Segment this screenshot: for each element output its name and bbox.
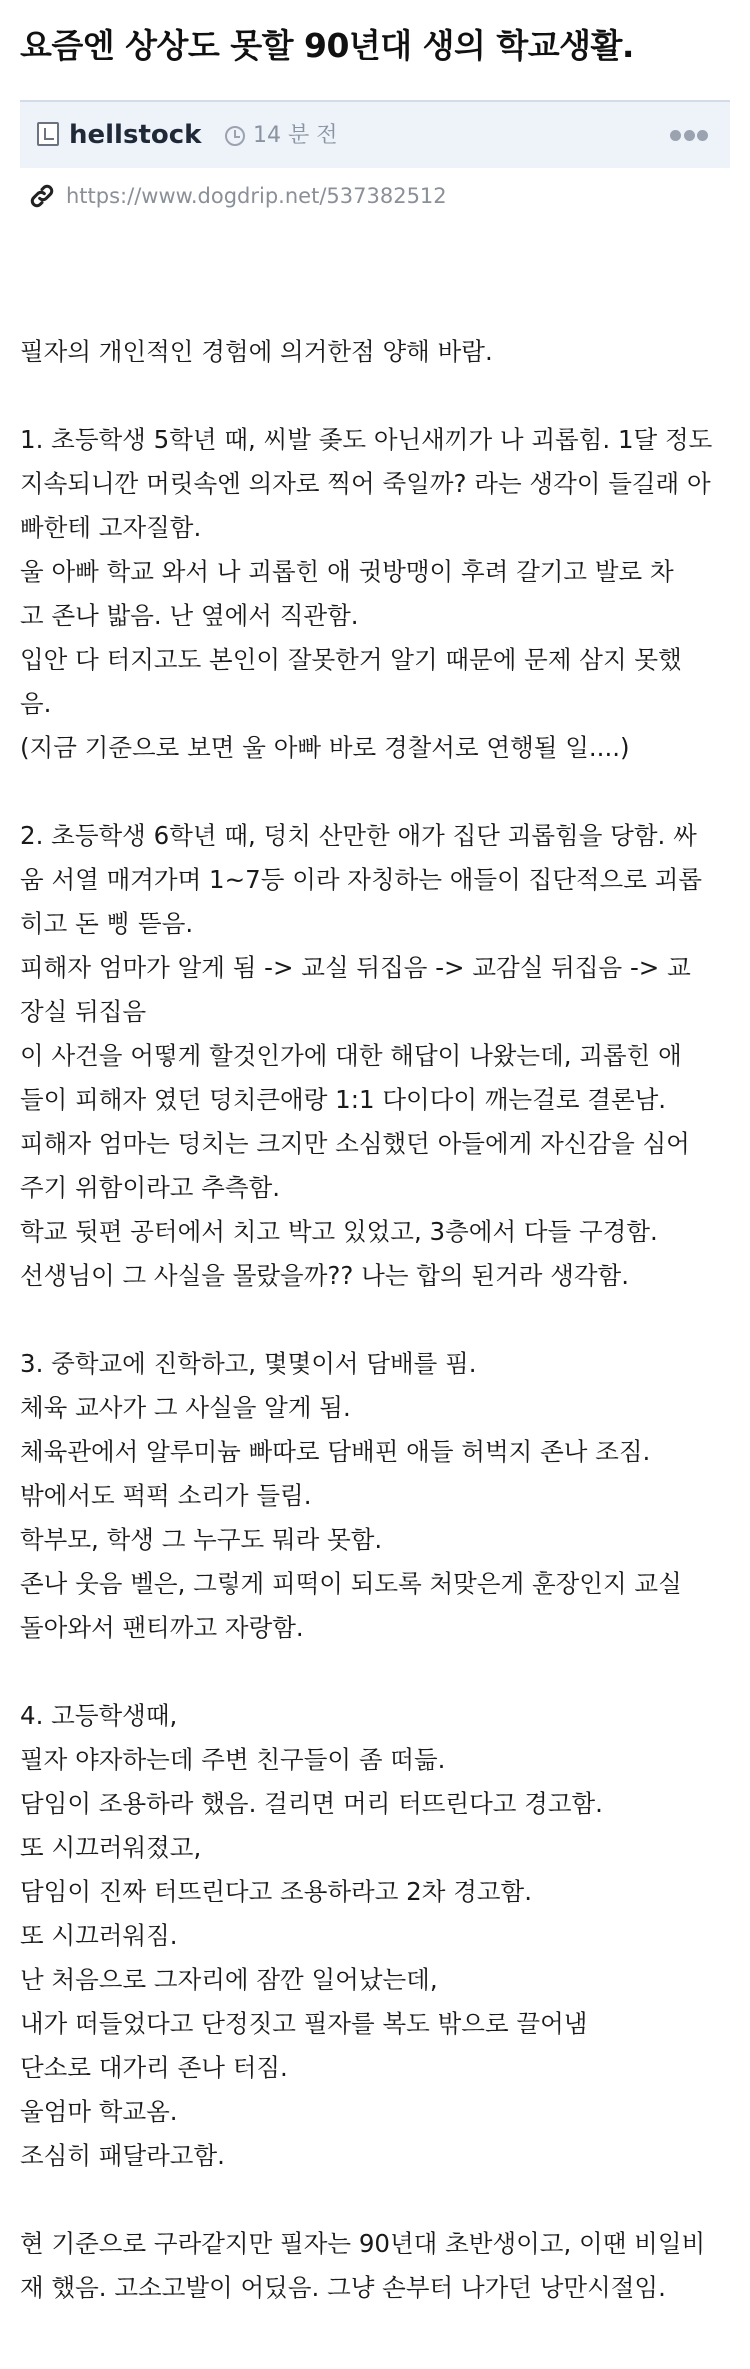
body-line: 또 시끄러워졌고, [20, 1833, 202, 1862]
blank-line [20, 1650, 732, 1694]
body-line: 이 사건을 어떻게 할것인가에 대한 해답이 나왔는데, 괴롭힌 애 [20, 1041, 682, 1070]
user-level-icon [37, 122, 59, 146]
body-line: 음. [20, 689, 52, 718]
body-line: 밖에서도 퍽퍽 소리가 들림. [20, 1481, 312, 1510]
body-line: 체육 교사가 그 사실을 알게 됨. [20, 1393, 351, 1422]
post-url[interactable]: https://www.dogdrip.net/537382512 [66, 184, 447, 208]
body-line: 들이 피해자 였던 덩치큰애랑 1:1 다이다이 깨는걸로 결론남. [20, 1085, 667, 1114]
blank-line [20, 374, 732, 418]
body-line: 2. 초등학생 6학년 때, 덩치 산만한 애가 집단 괴롭힘을 당함. 싸 [20, 821, 697, 850]
body-line: 피해자 엄마가 알게 됨 -> 교실 뒤집음 -> 교감실 뒤집음 -> 교 [20, 953, 691, 982]
clock-icon [225, 126, 245, 146]
body-line: 체육관에서 알루미늄 빠따로 담배핀 애들 허벅지 존나 조짐. [20, 1437, 651, 1466]
body-line: 울 아빠 학교 와서 나 괴롭힌 애 귓방맹이 후려 갈기고 발로 차 [20, 557, 674, 586]
body-line: 지속되니깐 머릿속엔 의자로 찍어 죽일까? 라는 생각이 들길래 아 [20, 469, 711, 498]
body-line: 울엄마 학교옴. [20, 2097, 178, 2126]
body-line: (지금 기준으로 보면 울 아빠 바로 경찰서로 연행될 일....) [20, 733, 630, 762]
blank-line [20, 1298, 732, 1342]
author-name[interactable]: hellstock [69, 120, 202, 150]
body-line: 현 기준으로 구라같지만 필자는 90년대 초반생이고, 이땐 비일비 [20, 2229, 706, 2258]
body-line: 난 처음으로 그자리에 잠깐 일어났는데, [20, 1965, 438, 1994]
body-line: 장실 뒤집음 [20, 997, 147, 1026]
post-body [20, 330, 732, 2310]
body-line: 빠한테 고자질함. [20, 513, 202, 542]
post-time: 14 분 전 [253, 123, 338, 148]
body-line: 학부모, 학생 그 누구도 뭐라 못함. [20, 1525, 383, 1554]
body-line: 재 했음. 고소고발이 어딨음. 그냥 손부터 나가던 낭만시절임. [20, 2273, 666, 2302]
body-line: 존나 웃음 벨은, 그렇게 피떡이 되도록 처맞은게 훈장인지 교실 [20, 1569, 682, 1598]
body-line: 담임이 진짜 터뜨린다고 조용하라고 2차 경고함. [20, 1877, 532, 1906]
blank-line [20, 2178, 732, 2222]
more-dots-icon[interactable] [670, 130, 708, 142]
body-line: 단소로 대가리 존나 터짐. [20, 2053, 288, 2082]
body-line: 3. 중학교에 진학하고, 몇몇이서 담배를 핌. [20, 1349, 477, 1378]
body-line: 고 존나 밟음. 난 옆에서 직관함. [20, 601, 359, 630]
body-line: 필자 야자하는데 주변 친구들이 좀 떠듦. [20, 1745, 446, 1774]
link-icon [28, 182, 56, 210]
body-line: 조심히 패달라고함. [20, 2141, 225, 2170]
body-line: 히고 돈 삥 뜯음. [20, 909, 194, 938]
body-line: 또 시끄러워짐. [20, 1921, 178, 1950]
body-line: 주기 위함이라고 추측함. [20, 1173, 281, 1202]
body-line: 담임이 조용하라 했음. 걸리면 머리 터뜨린다고 경고함. [20, 1789, 603, 1818]
body-line: 선생님이 그 사실을 몰랐을까?? 나는 합의 된거라 생각함. [20, 1261, 629, 1290]
body-line: 피해자 엄마는 덩치는 크지만 소심했던 아들에게 자신감을 심어 [20, 1129, 690, 1158]
body-line: 움 서열 매겨가며 1~7등 이라 자칭하는 애들이 집단적으로 괴롭 [20, 865, 703, 894]
post-title: 요즘엔 상상도 못할 90년대 생의 학교생활. [20, 26, 634, 65]
body-line: 입안 다 터지고도 본인이 잘못한거 알기 때문에 문제 삼지 못했 [20, 645, 682, 674]
blank-line [20, 770, 732, 814]
body-line: 내가 떠들었다고 단정짓고 필자를 복도 밖으로 끌어냄 [20, 2009, 588, 2038]
body-line: 4. 고등학생때, [20, 1701, 178, 1730]
post-link-row[interactable] [28, 178, 728, 214]
body-line: 학교 뒷편 공터에서 치고 박고 있었고, 3층에서 다들 구경함. [20, 1217, 658, 1246]
author-bar [20, 100, 730, 168]
body-line: 1. 초등학생 5학년 때, 씨발 좆도 아닌새끼가 나 괴롭힘. 1달 정도 [20, 425, 713, 454]
body-line: 돌아와서 팬티까고 자랑함. [20, 1613, 304, 1642]
body-line: 필자의 개인적인 경험에 의거한점 양해 바람. [20, 337, 493, 366]
